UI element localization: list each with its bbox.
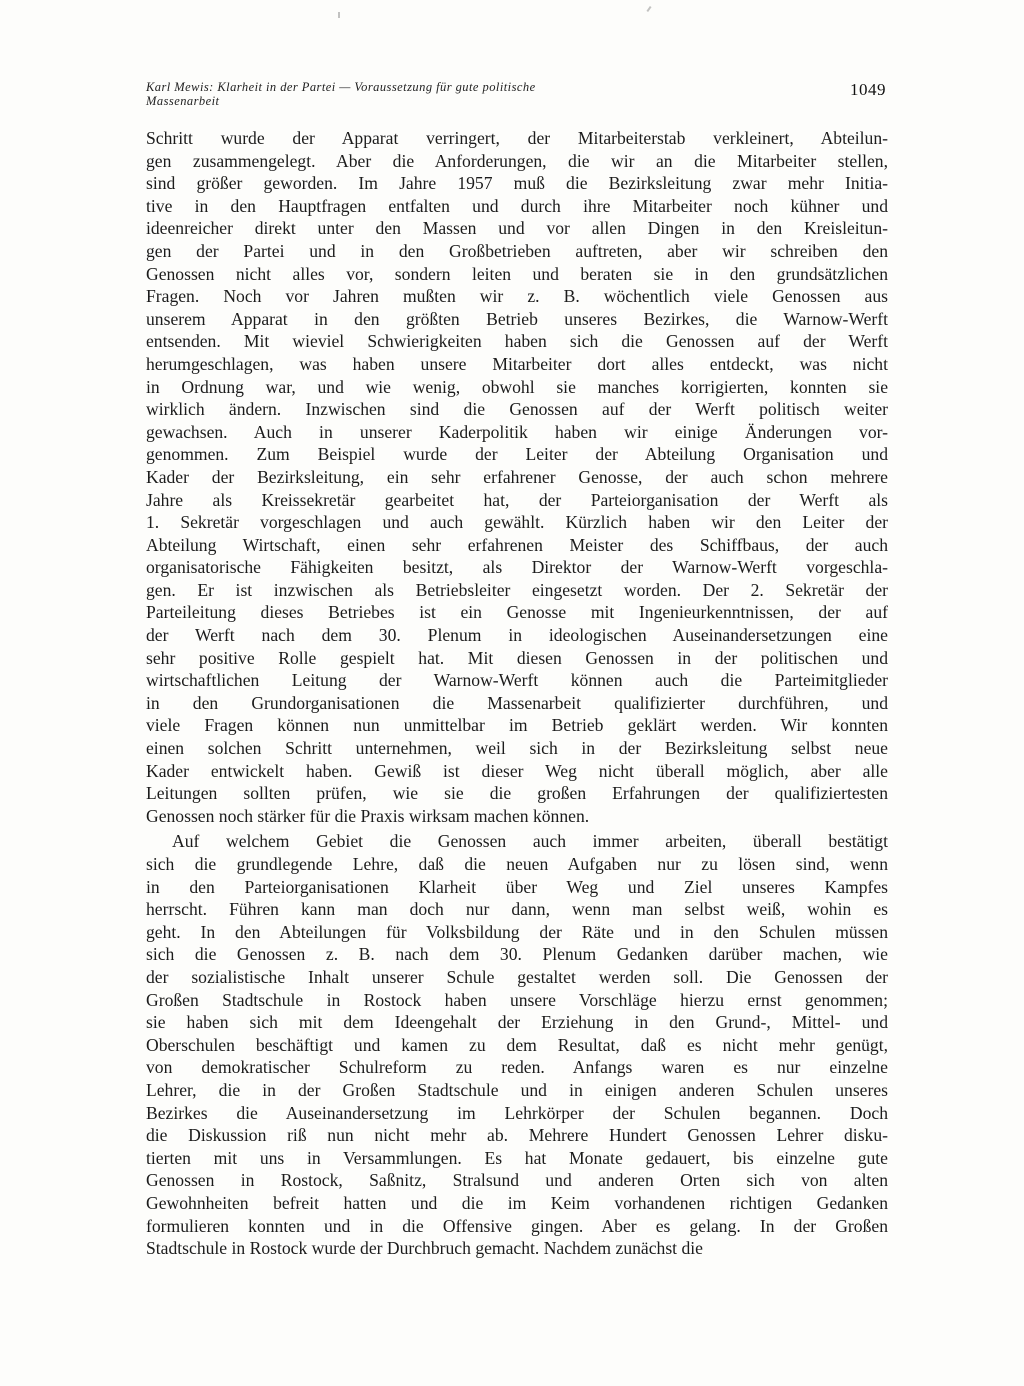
text-line: Parteileitung dieses Betriebes ist ein Genosse mit Ingenieurkenntnissen, der auf [146, 602, 888, 623]
text-line: geht. In den Abteilungen für Volksbildung der Räte und in den Schulen müssen [146, 921, 888, 942]
paragraph-1 [146, 127, 888, 827]
text-line: 1. Sekretär vorgeschlagen und auch gewählt. Kürzlich haben wir den Leiter der [146, 512, 888, 533]
text-line: der sozialistische Inhalt unserer Schule gestaltet werden soll. Die Genossen der [146, 966, 888, 987]
text-line: in den Grundorganisationen die Massenarbeit qualifizierter durchführen, und [146, 692, 888, 713]
text-line: wirtschaftlichen Leitung der Warnow-Werft können auch die Parteimitglieder [146, 670, 888, 691]
text-line: sehr positive Rolle gespielt hat. Mit diesen Genossen in der politischen und [146, 647, 888, 668]
text-line: gen der Partei und in den Großbetrieben auftreten, aber wir schreiben den [146, 240, 888, 261]
page-header [146, 80, 886, 114]
scan-speck [338, 12, 340, 18]
text-line: Genossen noch stärker für die Praxis wirksam machen können. [146, 805, 590, 826]
text-line: Kader entwickelt haben. Gewiß ist dieser Weg nicht überall möglich, aber alle [146, 760, 888, 781]
text-line: ideenreicher direkt unter den Massen und vor allen Dingen in den Kreisleitun- [146, 218, 888, 239]
text-line: Gewohnheiten befreit hatten und die im Keim vorhandenen richtigen Gedanken [146, 1192, 888, 1213]
text-line: gen. Er ist inzwischen als Betriebsleiter eingesetzt worden. Der 2. Sekretär der [146, 579, 888, 600]
text-line: gewachsen. Auch in unserer Kaderpolitik haben wir einige Änderungen vor- [146, 421, 888, 442]
text-line: von demokratischer Schulreform zu reden. Anfangs waren es nur einzelne [146, 1057, 888, 1078]
body-text [146, 127, 888, 1260]
paragraph-2 [146, 830, 888, 1259]
text-line: entsenden. Mit wieviel Schwierigkeiten haben sich die Genossen auf der Werft [146, 331, 888, 352]
text-line: Lehrer, die in der Großen Stadtschule und in einigen anderen Schulen unseres [146, 1079, 888, 1100]
text-line: gen zusammengelegt. Aber die Anforderungen, die wir an die Mitarbeiter stellen, [146, 150, 888, 171]
text-line: tive in den Hauptfragen entfalten und durch ihre Mitarbeiter noch kühner und [146, 195, 888, 216]
text-line: tierten mit uns in Versammlungen. Es hat Monate gedauert, bis einzelne gute [146, 1147, 888, 1168]
text-line: Bezirkes die Auseinandersetzung im Lehrkörper der Schulen begannen. Doch [146, 1102, 888, 1123]
text-line: Schritt wurde der Apparat verringert, der Mitarbeiterstab verkleinert, Abteilun- [146, 128, 888, 148]
text-line: organisatorische Fähigkeiten besitzt, als Direktor der Warnow-Werft vorgeschla- [146, 557, 888, 578]
text-line: Genossen in Rostock, Saßnitz, Stralsund und anderen Orten sich von alten [146, 1170, 888, 1191]
text-line: der Werft nach dem 30. Plenum in ideologischen Auseinandersetzungen eine [146, 625, 888, 646]
text-line: in Ordnung war, und wie wenig, obwohl sie manches korrigierten, konnten sie [146, 376, 888, 397]
text-line: unserem Apparat in den größten Betrieb unseres Bezirkes, die Warnow-Werft [146, 308, 888, 329]
text-line: die Diskussion riß nun nicht mehr ab. Mehrere Hundert Genossen Lehrer disku- [146, 1125, 888, 1146]
text-line: sich die Genossen z. B. nach dem 30. Plenum Gedanken darüber machen, wie [146, 944, 888, 965]
text-line: in den Parteiorganisationen Klarheit über Weg und Ziel unseres Kampfes [146, 876, 888, 897]
text-line: viele Fragen können nun unmittelbar im Betrieb geklärt werden. Wir konnten [146, 715, 888, 736]
text-line: herumgeschlagen, was haben unsere Mitarbeiter dort alles entdeckt, was nicht [146, 353, 888, 374]
running-title-line-1: Karl Mewis: Klarheit in der Partei — Voraussetzung für gute politische [146, 80, 536, 94]
text-line: formulieren konnten und in die Offensive gingen. Aber es gelang. In der Großen [146, 1215, 888, 1236]
text-line: herrscht. Führen kann man doch nur dann, wenn man selbst weiß, wohin es [146, 899, 888, 920]
page-number: 1049 [850, 80, 886, 99]
text-line: Auf welchem Gebiet die Genossen auch immer arbeiten, überall bestätigt [172, 831, 888, 852]
text-line: sind größer geworden. Im Jahre 1957 muß die Bezirksleitung zwar mehr Initia- [146, 173, 888, 194]
text-line: sie haben sich mit dem Ideengehalt der Erziehung in den Grund-, Mittel- und [146, 1012, 888, 1033]
text-line: wirklich ändern. Inzwischen sind die Genossen auf der Werft politisch weiter [146, 399, 888, 420]
text-line: Oberschulen beschäftigt und kamen zu dem Resultat, daß es nicht mehr genügt, [146, 1034, 888, 1055]
text-line: einen solchen Schritt unternehmen, weil sich in der Bezirksleitung selbst neue [146, 738, 888, 759]
text-line: Genossen nicht alles vor, sondern leiten und beraten sie in den grundsätzlichen [146, 263, 888, 284]
text-line: Fragen. Noch vor Jahren mußten wir z. B. wöchentlich viele Genossen aus [146, 286, 888, 307]
text-line: Abteilung Wirtschaft, einen sehr erfahrenen Meister des Schiffbaus, der auch [146, 534, 888, 555]
text-line: genommen. Zum Beispiel wurde der Leiter der Abteilung Organisation und [146, 444, 888, 465]
scan-speck [646, 6, 651, 12]
text-line: Leitungen sollten prüfen, wie sie die großen Erfahrungen der qualifiziertesten [146, 783, 888, 804]
text-line: Kader der Bezirksleitung, ein sehr erfahrener Genosse, der auch schon mehrere [146, 466, 888, 487]
text-line: sich die grundlegende Lehre, daß die neuen Aufgaben nur zu lösen sind, wenn [146, 854, 888, 874]
text-line: Stadtschule in Rostock wurde der Durchbruch gemacht. Nachdem zunächst die [146, 1238, 703, 1259]
running-title [146, 80, 746, 108]
text-line: Jahre als Kreissekretär gearbeitet hat, der Parteiorganisation der Werft als [146, 489, 888, 510]
running-title-line-2: Massenarbeit [146, 94, 220, 108]
text-line: Großen Stadtschule in Rostock haben unsere Vorschläge hierzu ernst genommen; [146, 989, 888, 1010]
